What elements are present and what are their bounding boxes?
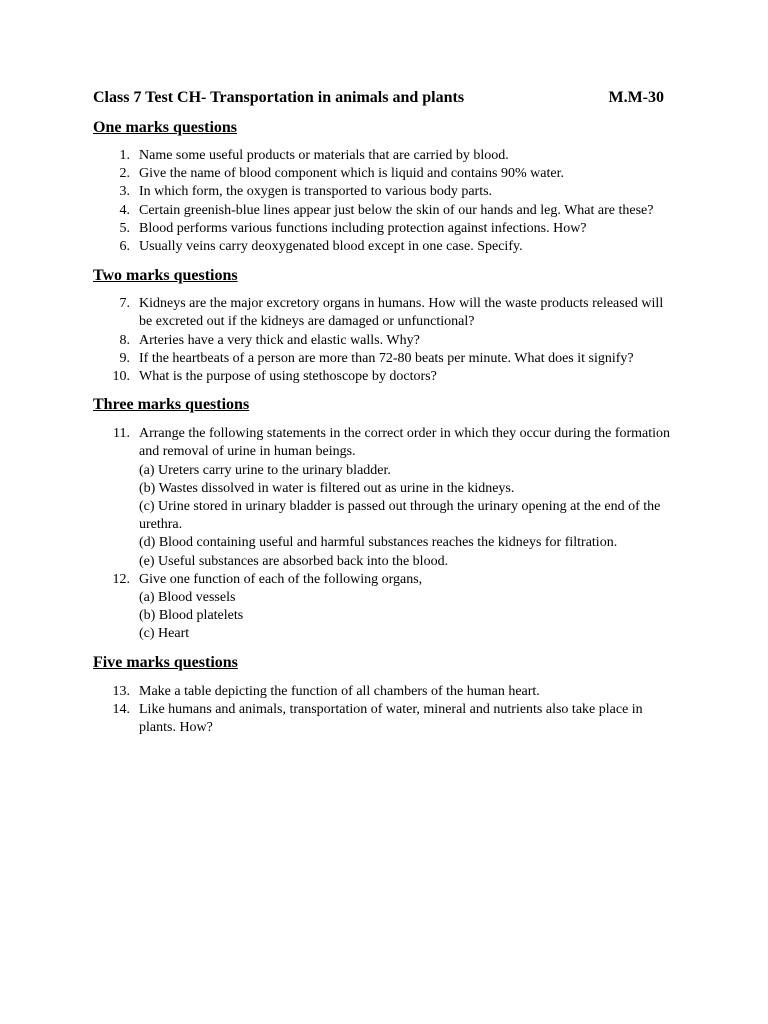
question-text: Kidneys are the major excretory organs in humans. How will the waste products released will be excreted out if the kidneys are damaged or unfunctional?	[139, 296, 664, 330]
question-number: 4.	[119, 202, 130, 218]
question-part: (b) Wastes dissolved in water is filtered out as urine in the kidneys.	[139, 480, 515, 496]
question-number: 11.	[113, 426, 130, 442]
question-text: Make a table depicting the function of all chambers of the human heart.	[139, 683, 540, 699]
question-number: 6.	[119, 239, 130, 255]
question-item	[93, 332, 671, 350]
question-item	[93, 350, 671, 368]
question-text: Give one function of each of the following organs,	[139, 571, 423, 587]
question-item	[93, 425, 671, 571]
question-text: Blood performs various functions including protection against infections. How?	[139, 220, 587, 236]
question-item	[93, 295, 671, 331]
section-heading-one-mark: One marks questions	[93, 119, 238, 136]
title-row	[93, 87, 671, 109]
question-text: Usually veins carry deoxygenated blood except in one case. Specify.	[139, 239, 523, 255]
question-part: (d) Blood containing useful and harmful substances reaches the kidneys for filtration.	[139, 535, 618, 551]
section-heading-three-marks: Three marks questions	[93, 396, 250, 414]
test-paper	[93, 87, 671, 737]
question-part: (a) Blood vessels	[139, 590, 236, 606]
question-list-three-marks	[93, 425, 671, 643]
question-item	[93, 683, 671, 701]
question-item	[93, 368, 671, 386]
question-item	[93, 183, 671, 201]
question-number: 10.	[112, 369, 130, 385]
question-text: Arrange the following statements in the correct order in which they occur during the formation and removal of urine in human beings.	[139, 426, 671, 460]
question-text: If the heartbeats of a person are more than 72-80 beats per minute. What does it signify?	[139, 350, 634, 366]
question-number: 2.	[119, 166, 130, 182]
question-number: 12.	[112, 571, 130, 587]
question-part: (e) Useful substances are absorbed back into the blood.	[139, 553, 449, 569]
section-heading-two-marks: Two marks questions	[93, 267, 238, 285]
question-text: Give the name of blood component which is liquid and contains 90% water.	[139, 166, 564, 182]
question-number: 9.	[119, 350, 130, 366]
max-marks: M.M-30	[608, 89, 664, 106]
question-number: 1.	[119, 148, 130, 163]
question-number: 7.	[119, 296, 130, 312]
question-number: 5.	[119, 220, 130, 236]
question-part: (c) Urine stored in urinary bladder is passed out through the urinary opening at the end of the urethra.	[139, 499, 661, 533]
question-number: 8.	[119, 332, 130, 348]
question-item	[93, 202, 671, 220]
question-list-five-marks	[93, 683, 671, 738]
question-text: Arteries have a very thick and elastic walls. Why?	[139, 332, 420, 348]
question-item	[93, 220, 671, 238]
question-text: Like humans and animals, transportation of water, mineral and nutrients also take place in plants. How?	[139, 701, 643, 736]
question-item	[93, 147, 671, 165]
question-item	[93, 701, 671, 737]
question-number: 14.	[112, 701, 130, 717]
question-text: Certain greenish-blue lines appear just below the skin of our hands and leg. What are these?	[139, 202, 654, 218]
question-part: (a) Ureters carry urine to the urinary bladder.	[139, 462, 391, 478]
page-title: Class 7 Test CH- Transportation in animals and plants	[93, 89, 465, 106]
question-text: In which form, the oxygen is transported to various body parts.	[139, 184, 493, 200]
question-list-one-mark	[93, 147, 671, 256]
question-item	[93, 571, 671, 644]
question-item	[93, 238, 671, 256]
question-text: What is the purpose of using stethoscope by doctors?	[139, 369, 437, 385]
section-heading-five-marks: Five marks questions	[93, 653, 238, 671]
question-item	[93, 165, 671, 183]
question-number: 3.	[119, 184, 130, 200]
question-number: 13.	[112, 683, 130, 699]
question-part: (b) Blood platelets	[139, 608, 244, 624]
question-text: Name some useful products or materials that are carried by blood.	[139, 148, 509, 163]
question-part: (c) Heart	[139, 626, 190, 642]
question-list-two-marks	[93, 295, 671, 386]
